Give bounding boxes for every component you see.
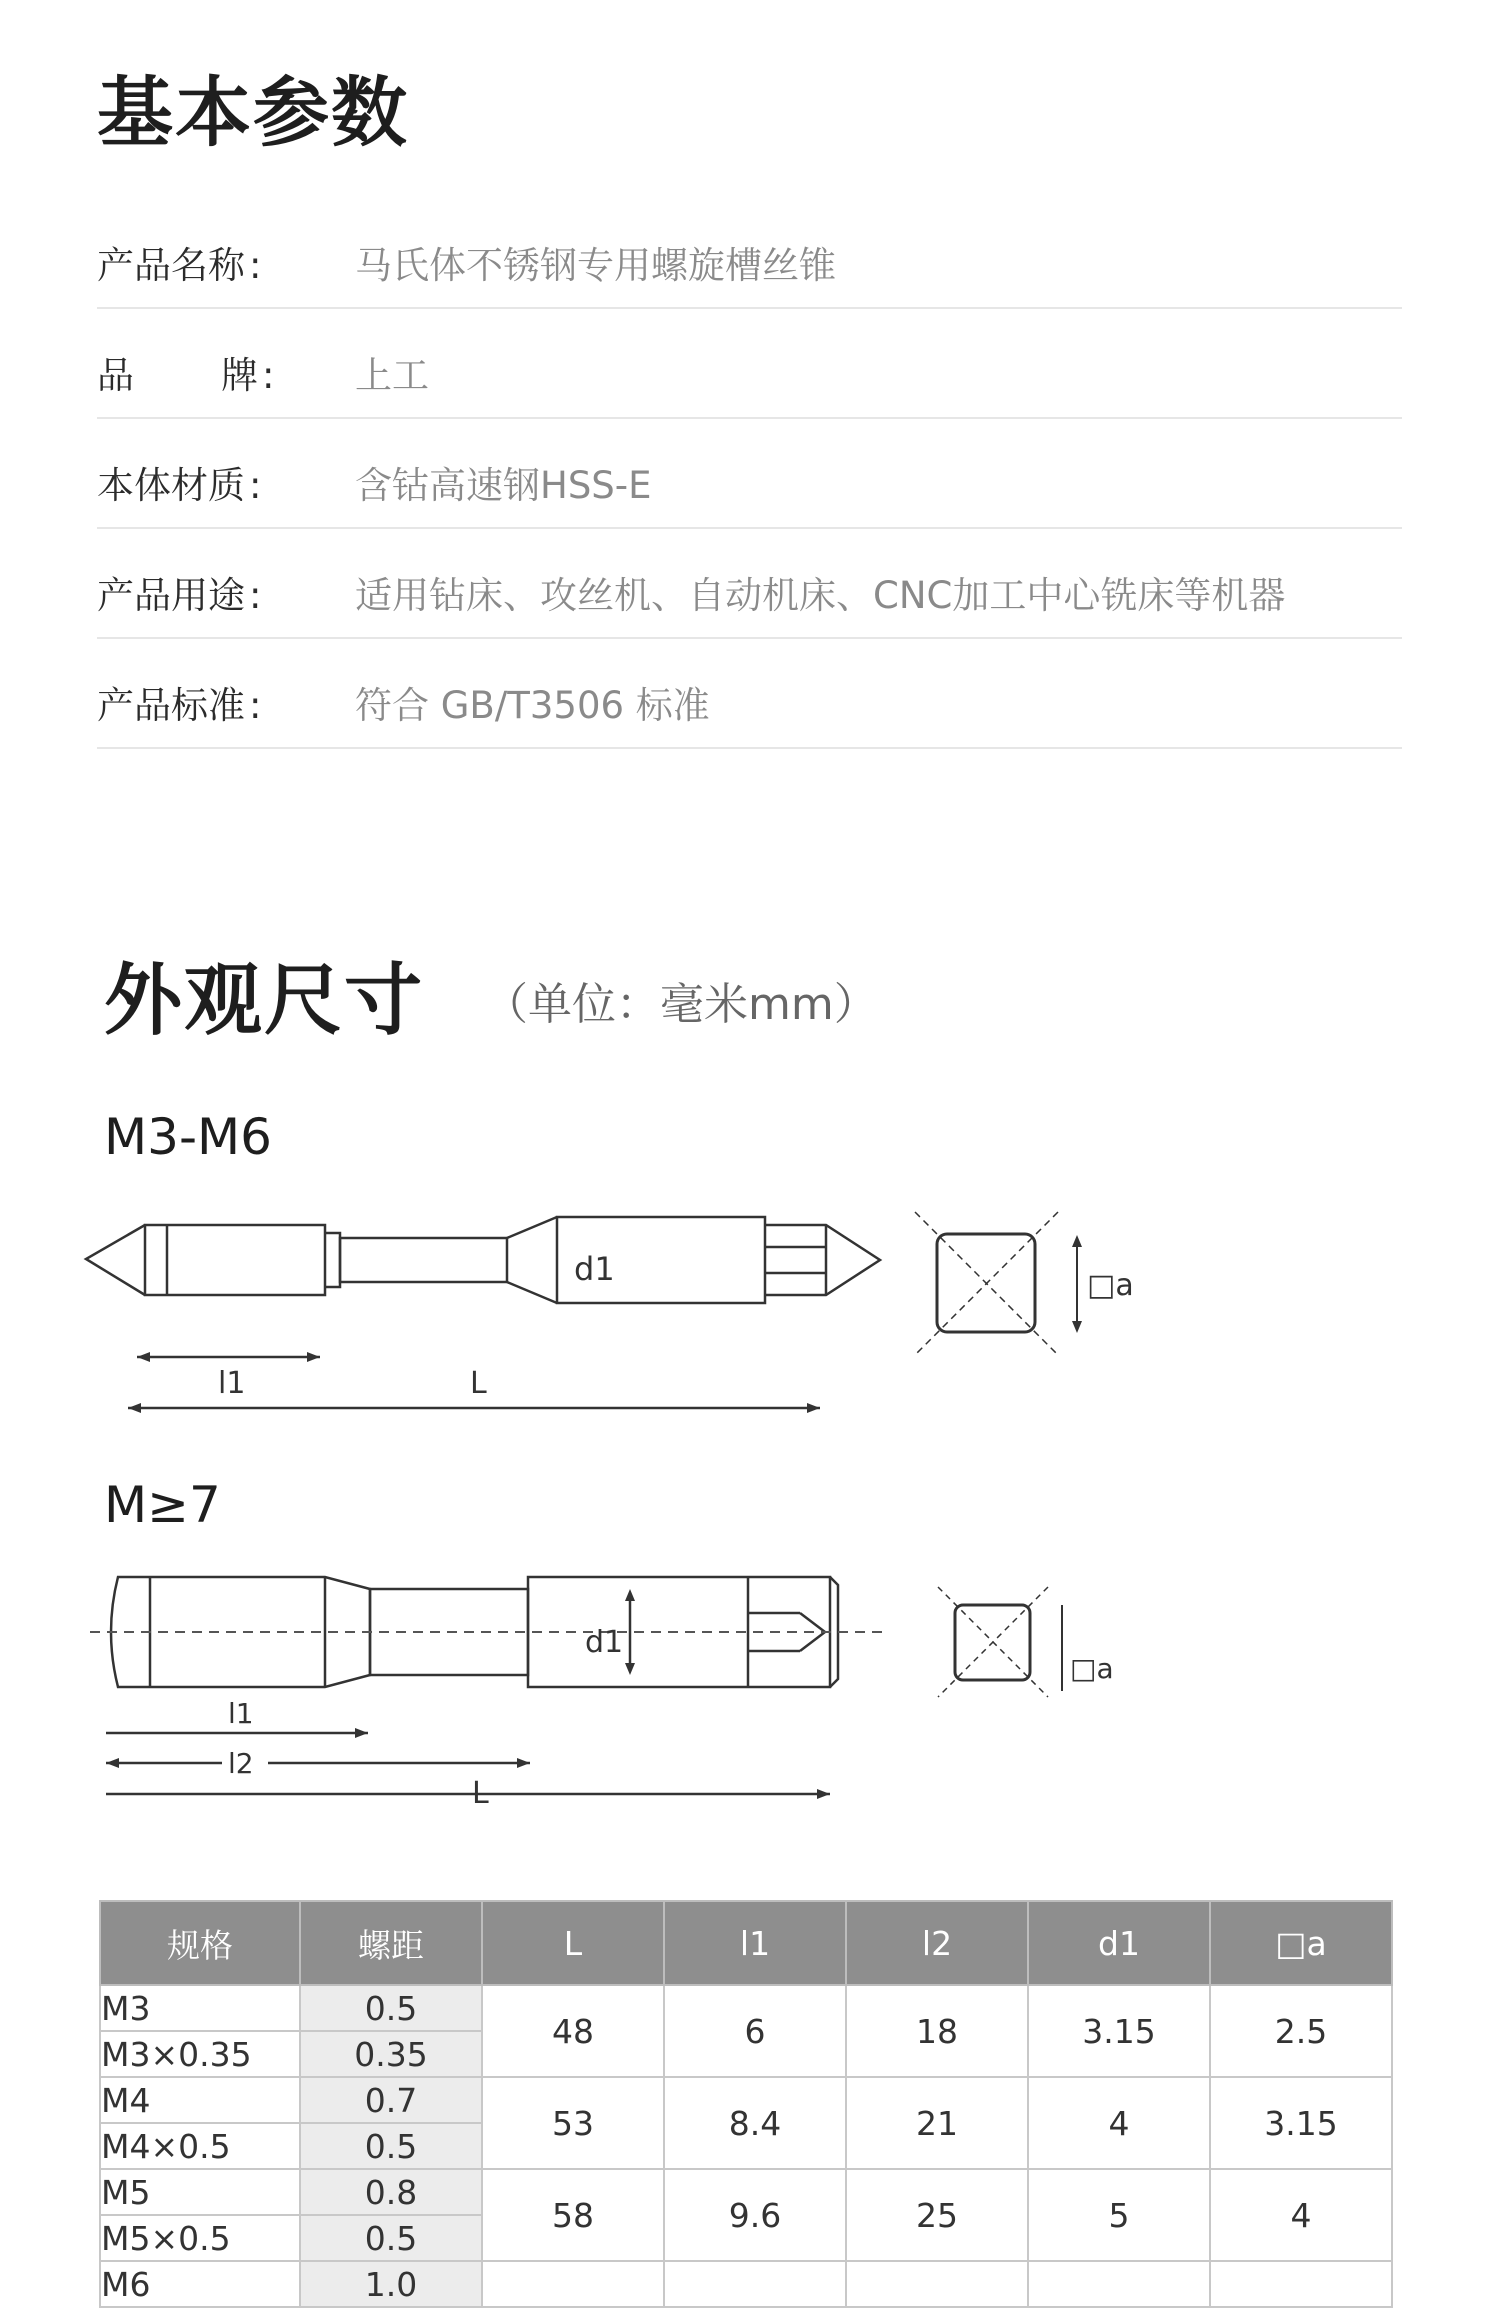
label-l1: l1: [228, 1697, 254, 1730]
param-value: 符合 GB/T3506 标准: [355, 684, 710, 727]
cell-spec: M4: [100, 2077, 300, 2123]
cell-pitch: 0.5: [300, 1985, 482, 2031]
label-d1: d1: [574, 1250, 615, 1288]
tap-diagram-m7: [0, 1565, 1500, 1835]
cell-a: 3.15: [1210, 2077, 1392, 2169]
col-header-pitch: 螺距: [300, 1901, 482, 1985]
cell-a: [1210, 2261, 1392, 2307]
cell-pitch: 0.8: [300, 2169, 482, 2215]
label-l1: l1: [218, 1366, 246, 1401]
spec-table: [99, 1900, 1393, 2308]
param-row-name: [97, 197, 1402, 309]
cell-l2: 21: [846, 2077, 1028, 2169]
cell-l1: 6: [664, 1985, 846, 2077]
cell-spec: M4×0.5: [100, 2123, 300, 2169]
cell-spec: M5×0.5: [100, 2215, 300, 2261]
section-title-dimensions: 外观尺寸: [104, 956, 425, 1046]
col-header-l1: l1: [664, 1901, 846, 1985]
label-a: □a: [1087, 1268, 1134, 1303]
cell-pitch: 0.5: [300, 2123, 482, 2169]
param-row-standard: [97, 637, 1402, 749]
cell-d1: 5: [1028, 2169, 1210, 2261]
col-header-spec: 规格: [100, 1901, 300, 1985]
cell-pitch: 1.0: [300, 2261, 482, 2307]
col-header-a: □a: [1210, 1901, 1392, 1985]
label-l2: l2: [228, 1747, 254, 1780]
cell-l1: 9.6: [664, 2169, 846, 2261]
label-d1: d1: [585, 1625, 624, 1660]
cell-L: [482, 2261, 664, 2307]
cell-pitch: 0.35: [300, 2031, 482, 2077]
cell-L: 48: [482, 1985, 664, 2077]
tap-diagram-m3-m6: [0, 1195, 1500, 1455]
table-header-row: [100, 1901, 1392, 1985]
cell-a: 2.5: [1210, 1985, 1392, 2077]
param-value: 马氏体不锈钢专用螺旋槽丝锥: [355, 244, 836, 287]
cell-L: 58: [482, 2169, 664, 2261]
param-value: 适用钻床、攻丝机、自动机床、CNC加工中心铣床等机器: [355, 574, 1286, 617]
cell-spec: M3: [100, 1985, 300, 2031]
param-label: 本体材质 :: [97, 464, 262, 507]
cell-l2: 25: [846, 2169, 1028, 2261]
cell-l2: 18: [846, 1985, 1028, 2077]
cell-d1: 3.15: [1028, 1985, 1210, 2077]
cell-l1: 8.4: [664, 2077, 846, 2169]
param-label: 产品名称 :: [97, 244, 262, 287]
table-row: [100, 2169, 1392, 2215]
param-row-usage: [97, 527, 1402, 639]
col-header-L: L: [482, 1901, 664, 1985]
diagram-title-m7: M≥7: [104, 1476, 221, 1534]
param-label: 品 牌 :: [97, 354, 275, 397]
cell-a: 4: [1210, 2169, 1392, 2261]
cell-spec: M3×0.35: [100, 2031, 300, 2077]
diagram-title-m3-m6: M3-M6: [104, 1108, 272, 1166]
label-a: □a: [1070, 1652, 1114, 1685]
cell-spec: M6: [100, 2261, 300, 2307]
table-row: [100, 1985, 1392, 2031]
param-value: 含钴高速钢HSS-E: [355, 464, 652, 507]
unit-note: （单位：毫米mm）: [484, 979, 878, 1030]
param-value: 上工: [355, 354, 429, 397]
section-title-basic: 基本参数: [97, 68, 409, 157]
param-row-brand: [97, 307, 1402, 419]
col-header-d1: d1: [1028, 1901, 1210, 1985]
label-L: L: [472, 1776, 489, 1811]
col-header-l2: l2: [846, 1901, 1028, 1985]
param-row-material: [97, 417, 1402, 529]
cell-l1: [664, 2261, 846, 2307]
param-label: 产品用途 :: [97, 574, 262, 617]
cell-spec: M5: [100, 2169, 300, 2215]
table-row: [100, 2077, 1392, 2123]
cell-L: 53: [482, 2077, 664, 2169]
cell-pitch: 0.5: [300, 2215, 482, 2261]
param-label: 产品标准 :: [97, 684, 262, 727]
cell-pitch: 0.7: [300, 2077, 482, 2123]
label-L: L: [470, 1366, 487, 1401]
cell-l2: [846, 2261, 1028, 2307]
cell-d1: 4: [1028, 2077, 1210, 2169]
cell-d1: [1028, 2261, 1210, 2307]
table-row: [100, 2261, 1392, 2307]
